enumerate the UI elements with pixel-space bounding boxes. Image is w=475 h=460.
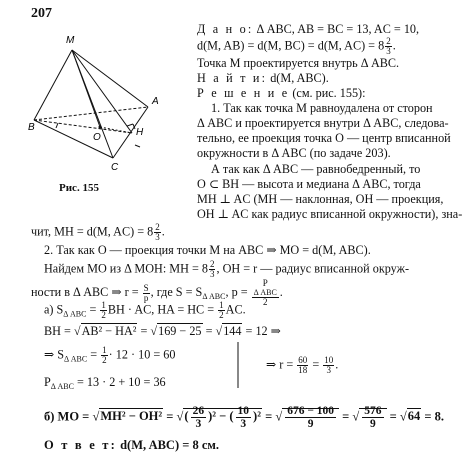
brace — [236, 340, 248, 390]
label-b: B — [28, 122, 35, 133]
r-formula-line: ности в Δ ABC ⇒ r = $\frac{S}{p}$ , где $S = S_{\Delta ABC}$, p = P Δ ABC 2 . — [31, 278, 283, 307]
segment-mh — [72, 50, 132, 133]
edge-mb — [34, 50, 72, 120]
edge-ma — [72, 50, 148, 107]
s-line: ⇒ $S_{\Delta ABC}$ = $\frac{1}{2}$ · 12 · 10 = 60 — [44, 345, 176, 365]
frac-10-3: $\frac{10}{3}$ — [324, 355, 334, 375]
frac-s-p: $\frac{S}{p}$ — [143, 282, 149, 303]
answer-line — [44, 438, 219, 452]
r-result: ⇒ r = $\frac{60}{18}$ = $\frac{10}{3}$ . — [266, 355, 339, 375]
frac-mh: $\frac{2}{3}$ — [155, 222, 160, 242]
solution-label: Р е ш е н и е — [197, 86, 290, 100]
answer-label: О т в е т: — [44, 438, 117, 452]
point-o — [99, 126, 102, 129]
frac-mh-2: $\frac{2}{3}$ — [209, 259, 215, 279]
solution-ref: (см. рис. 155): — [292, 86, 366, 100]
segment-oh — [100, 127, 132, 133]
given-text-1: Δ ABC, AB = BC = 13, AC = 10, — [256, 22, 420, 36]
frac-2-3: $\frac{2}{3}$ — [386, 36, 391, 56]
p1-line-4: окружности в Δ ABC (по задаче 203). — [197, 146, 391, 160]
p2-line-1: А так как Δ ABC — равнобедренный, то — [211, 162, 421, 176]
perimeter-line: $P_{\Delta ABC} = 13 \cdot 2 + 10 = 36$ — [44, 375, 166, 391]
figure-caption: Рис. 155 — [59, 182, 99, 194]
find-label: Н а й т и: — [197, 71, 268, 85]
frac-60-18: $\frac{60}{18}$ — [298, 355, 308, 375]
p1-line-1: 1. Так как точка M равноудалена от сторон — [211, 101, 433, 115]
p2-end-text: чит, MH = d(M, AC) = 8 — [31, 224, 154, 239]
label-o: O — [93, 132, 101, 143]
area-line: а) $S_{\Delta ABC}$ = $\frac{1}{2}$ BH · AC, HA = HC = $\frac{1}{2}$ AC. — [44, 300, 246, 320]
tick-ac — [135, 145, 140, 147]
given-line-3: Точка M проектируется внутрь Δ ABC. — [197, 56, 400, 70]
label-c: C — [111, 162, 119, 173]
frac-half: $\frac{1}{2}$ — [101, 300, 106, 320]
edge-ba — [34, 107, 148, 120]
frac-half-3: $\frac{1}{2}$ — [102, 345, 107, 365]
given-line-2: d(M, AB) = d(M, BC) = d(M, AC) = 8 $\frac{2}{3}$ . — [197, 36, 396, 56]
p2-line-3: MH ⊥ AC (MH — наклонная, OH — проекция, — [197, 192, 444, 206]
given-text-2: d(M, AB) = d(M, BC) = d(M, AC) = 8 — [197, 38, 385, 53]
frac-p: P Δ ABC 2 — [253, 278, 277, 307]
p2-line-2: O ⊂ BH — высота и медиана Δ ABC, тогда — [197, 177, 421, 191]
answer-text: d(M, ABC) = 8 см. — [120, 438, 220, 452]
segment-bh — [34, 120, 132, 133]
frac-half-2: $\frac{1}{2}$ — [219, 300, 224, 320]
find-text: d(M, ABC). — [270, 71, 329, 85]
pyramid-figure — [28, 30, 173, 175]
bh-line: BH = √AB² − HA² = √169 − 25 = √144 = 12 ⇒ — [44, 324, 281, 338]
given-label: Д а н о: — [197, 22, 254, 36]
frac-676: $\frac{676 - 100}{9}$ — [287, 405, 335, 430]
label-a: A — [152, 96, 159, 107]
find-mo-line: Найдем MO из Δ MOH: MH = 8 $\frac{2}{3}$ , OH = r — радиус вписанной окруж- — [44, 259, 410, 279]
label-h: H — [136, 127, 144, 138]
given-line-1 — [197, 22, 419, 36]
frac-576: $\frac{576}{9}$ — [364, 405, 382, 430]
p1-line-3: тельно, ее проекция точка O — центр вписанной — [197, 131, 451, 145]
right-angle-mark — [127, 124, 133, 126]
p1-line-2: Δ ABC и проектируется внутри Δ ABC, следова- — [197, 116, 449, 130]
p2-line-4: OH ⊥ AC как радиус вписанной окружности), зна- — [197, 207, 463, 221]
solution-header — [197, 86, 366, 100]
p2-line-5: чит, MH = d(M, AC) = 8 $\frac{2}{3}$ . — [31, 222, 165, 242]
find-line — [197, 71, 329, 85]
problem-number: 207 — [31, 6, 52, 21]
tick-bc — [56, 123, 58, 128]
step-2: 2. Так как O — проекция точки M на ABC ⇒ MO = d(M, ABC). — [44, 243, 371, 257]
find-mo-text: Найдем MO из Δ MOH: MH = 8 — [44, 261, 208, 276]
r-formula-text: ности в Δ ABC ⇒ r = — [31, 284, 139, 299]
frac-10-3-b: $\frac{10}{3}$ — [237, 405, 250, 430]
frac-26-3: $\frac{26}{3}$ — [192, 405, 205, 430]
mo-line: б) MO = √MH² − OH² = √( $\frac{26}{3}$ )² − ( $\frac{10}{3}$ )² = √ $\frac{676 - 100}{9}$ = √ $\frac{576}{9}$ = √64 = 8. — [44, 405, 445, 430]
label-m: M — [66, 35, 75, 46]
